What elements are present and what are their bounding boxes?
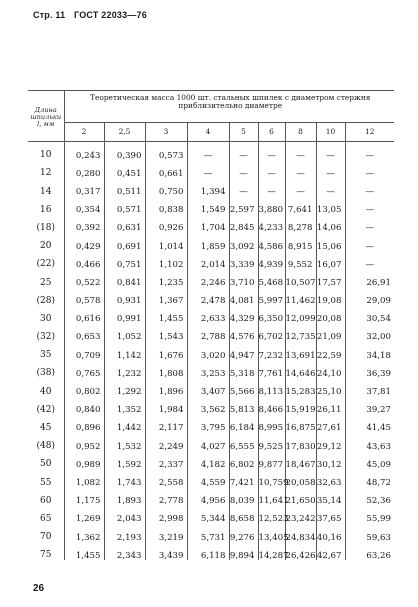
mass-cell: 6,702 bbox=[258, 324, 285, 342]
mass-cell: 19,08 bbox=[316, 288, 345, 306]
mass-cell: 0,709 bbox=[64, 342, 104, 360]
mass-cell: 0,616 bbox=[64, 306, 104, 324]
diameter-header-cell: 10 bbox=[316, 123, 345, 142]
diameter-header-cell: 4 bbox=[187, 123, 229, 142]
mass-cell: 7,641 bbox=[285, 197, 316, 215]
mass-cell: 4,233 bbox=[258, 215, 285, 233]
mass-cell: 9,525 bbox=[258, 433, 285, 451]
length-cell: (38) bbox=[36, 368, 55, 379]
mass-cell: 1,292 bbox=[104, 378, 145, 396]
mass-cell: 0,840 bbox=[64, 397, 104, 415]
mass-cell: 12,523 bbox=[258, 506, 285, 524]
mass-cell: 0,691 bbox=[104, 233, 145, 251]
mass-cell: 1,442 bbox=[104, 415, 145, 433]
mass-cell: 0,354 bbox=[64, 197, 104, 215]
mass-cell: 3,880 bbox=[258, 197, 285, 215]
mass-cell: 8,039 bbox=[229, 488, 258, 506]
mass-cell: 9,276 bbox=[229, 524, 258, 542]
mass-cell: 9,877 bbox=[258, 451, 285, 469]
mass-cell: 5,813 bbox=[229, 397, 258, 415]
diameter-header-cell: 8 bbox=[285, 123, 316, 142]
mass-cell: 4,559 bbox=[187, 469, 229, 487]
mass-cell: 29,09 bbox=[345, 288, 394, 306]
table-row bbox=[28, 451, 394, 469]
length-cell: 55 bbox=[40, 477, 52, 488]
mass-cell: 1,269 bbox=[64, 506, 104, 524]
mass-cell: 0,280 bbox=[64, 160, 104, 178]
mass-cell: 3,020 bbox=[187, 342, 229, 360]
table-row bbox=[28, 433, 394, 451]
mass-cell: 2,478 bbox=[187, 288, 229, 306]
diameter-header-cell: 2,5 bbox=[104, 123, 145, 142]
mass-cell: 11,462 bbox=[285, 288, 316, 306]
mass-cell: 10,507 bbox=[285, 269, 316, 287]
mass-cell: 1,859 bbox=[187, 233, 229, 251]
mass-cell: — bbox=[345, 215, 394, 233]
mass-cell: 8,278 bbox=[285, 215, 316, 233]
mass-cell: 0,429 bbox=[64, 233, 104, 251]
mass-cell: 9,552 bbox=[285, 251, 316, 269]
mass-cell: 0,522 bbox=[64, 269, 104, 287]
table-header bbox=[28, 91, 394, 142]
mass-cell: 1,394 bbox=[187, 178, 229, 196]
mass-cell: — bbox=[345, 178, 394, 196]
mass-cell: 8,466 bbox=[258, 397, 285, 415]
mass-cell: 4,027 bbox=[187, 433, 229, 451]
table-row bbox=[28, 542, 394, 560]
length-cell: 30 bbox=[40, 313, 52, 324]
mass-cell: 2,337 bbox=[145, 451, 187, 469]
mass-cell: 5,566 bbox=[229, 378, 258, 396]
mass-cell: 2,249 bbox=[145, 433, 187, 451]
mass-cell: 30,12 bbox=[316, 451, 345, 469]
mass-cell: 1,455 bbox=[145, 306, 187, 324]
mass-cell: 2,633 bbox=[187, 306, 229, 324]
mass-cell: 0,931 bbox=[104, 288, 145, 306]
mass-cell: 0,578 bbox=[64, 288, 104, 306]
mass-cell: 2,778 bbox=[145, 488, 187, 506]
mass-cell: 0,511 bbox=[104, 178, 145, 196]
length-column-header: Длина шпильки l, мм bbox=[28, 91, 64, 142]
length-cell: (18) bbox=[36, 222, 55, 233]
mass-table-container bbox=[28, 90, 394, 560]
mass-cell: 1,984 bbox=[145, 397, 187, 415]
mass-cell: 20,08 bbox=[316, 306, 345, 324]
mass-cell: 40,16 bbox=[316, 524, 345, 542]
mass-cell: 2,845 bbox=[229, 215, 258, 233]
table-row bbox=[28, 524, 394, 542]
mass-cell: — bbox=[187, 142, 229, 161]
mass-cell: 14,646 bbox=[285, 360, 316, 378]
mass-cell: 10,759 bbox=[258, 469, 285, 487]
mass-cell: — bbox=[316, 142, 345, 161]
length-cell: 20 bbox=[40, 241, 52, 252]
mass-cell: 29,12 bbox=[316, 433, 345, 451]
mass-cell: 1,235 bbox=[145, 269, 187, 287]
mass-cell: — bbox=[345, 251, 394, 269]
mass-cell: 3,339 bbox=[229, 251, 258, 269]
mass-cell: 4,182 bbox=[187, 451, 229, 469]
mass-cell: 0,661 bbox=[145, 160, 187, 178]
mass-cell: 39,27 bbox=[345, 397, 394, 415]
mass-cell: 20,058 bbox=[285, 469, 316, 487]
mass-cell: 2,014 bbox=[187, 251, 229, 269]
mass-cell: 2,246 bbox=[187, 269, 229, 287]
mass-cell: 4,329 bbox=[229, 306, 258, 324]
mass-cell: 8,995 bbox=[258, 415, 285, 433]
mass-cell: 34,18 bbox=[345, 342, 394, 360]
length-cell: 35 bbox=[40, 350, 52, 361]
mass-cell: 1,808 bbox=[145, 360, 187, 378]
length-cell: (48) bbox=[36, 441, 55, 452]
table-row bbox=[28, 397, 394, 415]
mass-cell: — bbox=[229, 142, 258, 161]
mass-cell: 26,426 bbox=[285, 542, 316, 560]
diameter-header-cell: 2 bbox=[64, 123, 104, 142]
diameter-header-row bbox=[28, 123, 394, 142]
table-row bbox=[28, 178, 394, 196]
length-cell: (22) bbox=[36, 259, 55, 270]
length-cell: (28) bbox=[36, 295, 55, 306]
mass-cell: 25,10 bbox=[316, 378, 345, 396]
mass-cell: 0,838 bbox=[145, 197, 187, 215]
mass-cell: 63,26 bbox=[345, 542, 394, 560]
mass-cell: 7,421 bbox=[229, 469, 258, 487]
table-row bbox=[28, 342, 394, 360]
mass-cell: 1,743 bbox=[104, 469, 145, 487]
mass-cell: 1,592 bbox=[104, 451, 145, 469]
mass-cell: — bbox=[316, 160, 345, 178]
mass-cell: 5,997 bbox=[258, 288, 285, 306]
length-cell: 75 bbox=[40, 550, 52, 561]
table-row bbox=[28, 324, 394, 342]
mass-cell: 22,59 bbox=[316, 342, 345, 360]
mass-cell: 11,641 bbox=[258, 488, 285, 506]
mass-cell: 0,841 bbox=[104, 269, 145, 287]
length-cell: 12 bbox=[40, 168, 52, 179]
mass-cell: 2,788 bbox=[187, 324, 229, 342]
mass-cell: — bbox=[285, 160, 316, 178]
mass-cell: 15,06 bbox=[316, 233, 345, 251]
mass-cell: 0,751 bbox=[104, 251, 145, 269]
mass-cell: 6,350 bbox=[258, 306, 285, 324]
length-cell: (32) bbox=[36, 332, 55, 343]
mass-cell: 7,232 bbox=[258, 342, 285, 360]
mass-cell: 3,092 bbox=[229, 233, 258, 251]
mass-cell: 9,894 bbox=[229, 542, 258, 560]
length-cell: 25 bbox=[40, 277, 52, 288]
table-row bbox=[28, 469, 394, 487]
mass-cell: 4,576 bbox=[229, 324, 258, 342]
page-label: Стр. 11 bbox=[33, 10, 66, 20]
mass-cell: — bbox=[229, 178, 258, 196]
table-row bbox=[28, 197, 394, 215]
mass-cell: 14,287 bbox=[258, 542, 285, 560]
mass-table bbox=[28, 90, 394, 560]
length-cell: 16 bbox=[40, 204, 52, 215]
mass-cell: 6,118 bbox=[187, 542, 229, 560]
mass-cell: 0,631 bbox=[104, 215, 145, 233]
mass-cell: 5,731 bbox=[187, 524, 229, 542]
mass-cell: 32,00 bbox=[345, 324, 394, 342]
mass-cell: 0,243 bbox=[64, 142, 104, 161]
mass-cell: 3,407 bbox=[187, 378, 229, 396]
mass-cell: 36,39 bbox=[345, 360, 394, 378]
table-body bbox=[28, 142, 394, 561]
table-row bbox=[28, 378, 394, 396]
mass-cell: 1,175 bbox=[64, 488, 104, 506]
mass-cell: — bbox=[345, 160, 394, 178]
mass-cell: 55,99 bbox=[345, 506, 394, 524]
mass-cell: 0,802 bbox=[64, 378, 104, 396]
table-row bbox=[28, 269, 394, 287]
mass-cell: 21,650 bbox=[285, 488, 316, 506]
mass-cell: 27,61 bbox=[316, 415, 345, 433]
mass-cell: 4,586 bbox=[258, 233, 285, 251]
mass-cell: 45,09 bbox=[345, 451, 394, 469]
mass-cell: 5,468 bbox=[258, 269, 285, 287]
diameter-header-cell: 12 bbox=[345, 123, 394, 142]
mass-cell: 18,467 bbox=[285, 451, 316, 469]
mass-cell: 48,72 bbox=[345, 469, 394, 487]
mass-cell: 4,956 bbox=[187, 488, 229, 506]
mass-group-title: Теоретическая масса 1000 шт. стальных шпилек с диаметром стержня приблизительно диаметре bbox=[64, 91, 394, 123]
diameter-header-cell: 3 bbox=[145, 123, 187, 142]
mass-cell: 0,317 bbox=[64, 178, 104, 196]
mass-cell: 17,830 bbox=[285, 433, 316, 451]
mass-cell: 1,352 bbox=[104, 397, 145, 415]
table-row bbox=[28, 488, 394, 506]
mass-cell: 1,232 bbox=[104, 360, 145, 378]
mass-cell: 2,558 bbox=[145, 469, 187, 487]
mass-cell: 2,998 bbox=[145, 506, 187, 524]
table-row bbox=[28, 506, 394, 524]
mass-cell: 35,14 bbox=[316, 488, 345, 506]
length-cell: (42) bbox=[36, 404, 55, 415]
length-cell: 40 bbox=[40, 386, 52, 397]
mass-cell: 1,549 bbox=[187, 197, 229, 215]
table-row bbox=[28, 142, 394, 161]
mass-cell: 4,939 bbox=[258, 251, 285, 269]
mass-cell: — bbox=[187, 160, 229, 178]
mass-cell: 0,451 bbox=[104, 160, 145, 178]
mass-cell: 37,81 bbox=[345, 378, 394, 396]
mass-cell: 1,676 bbox=[145, 342, 187, 360]
mass-cell: 3,253 bbox=[187, 360, 229, 378]
mass-cell: 0,765 bbox=[64, 360, 104, 378]
mass-cell: 32,63 bbox=[316, 469, 345, 487]
length-cell: 50 bbox=[40, 459, 52, 470]
mass-cell: 1,896 bbox=[145, 378, 187, 396]
diameter-header-cell: 5 bbox=[229, 123, 258, 142]
mass-cell: 21,09 bbox=[316, 324, 345, 342]
mass-cell: 0,392 bbox=[64, 215, 104, 233]
length-cell: 65 bbox=[40, 513, 52, 524]
mass-cell: 17,57 bbox=[316, 269, 345, 287]
mass-cell: 7,761 bbox=[258, 360, 285, 378]
mass-cell: 1,014 bbox=[145, 233, 187, 251]
mass-cell: 23,242 bbox=[285, 506, 316, 524]
mass-cell: 15,283 bbox=[285, 378, 316, 396]
mass-cell: 0,896 bbox=[64, 415, 104, 433]
mass-cell: 5,318 bbox=[229, 360, 258, 378]
mass-cell: 1,543 bbox=[145, 324, 187, 342]
mass-cell: 52,36 bbox=[345, 488, 394, 506]
mass-cell: 1,362 bbox=[64, 524, 104, 542]
mass-cell: 13,405 bbox=[258, 524, 285, 542]
mass-cell: 1,082 bbox=[64, 469, 104, 487]
table-row bbox=[28, 233, 394, 251]
mass-cell: 42,67 bbox=[316, 542, 345, 560]
mass-cell: 1,893 bbox=[104, 488, 145, 506]
mass-cell: — bbox=[345, 142, 394, 161]
mass-cell: 16,875 bbox=[285, 415, 316, 433]
mass-cell: 2,043 bbox=[104, 506, 145, 524]
mass-cell: 41,45 bbox=[345, 415, 394, 433]
length-cell: 70 bbox=[40, 532, 52, 543]
mass-cell: 0,571 bbox=[104, 197, 145, 215]
mass-cell: — bbox=[258, 142, 285, 161]
mass-cell: 1,102 bbox=[145, 251, 187, 269]
length-cell: 10 bbox=[40, 150, 52, 161]
mass-cell: 14,06 bbox=[316, 215, 345, 233]
mass-cell: 5,344 bbox=[187, 506, 229, 524]
table-row bbox=[28, 306, 394, 324]
mass-cell: 24,834 bbox=[285, 524, 316, 542]
mass-cell: 26,11 bbox=[316, 397, 345, 415]
table-row bbox=[28, 288, 394, 306]
mass-cell: 1,052 bbox=[104, 324, 145, 342]
mass-cell: — bbox=[345, 233, 394, 251]
standard-code: ГОСТ 22033—76 bbox=[74, 10, 147, 20]
mass-cell: — bbox=[285, 142, 316, 161]
mass-cell: 24,10 bbox=[316, 360, 345, 378]
mass-cell: 0,926 bbox=[145, 215, 187, 233]
mass-cell: 59,63 bbox=[345, 524, 394, 542]
mass-cell: — bbox=[285, 178, 316, 196]
table-row bbox=[28, 251, 394, 269]
mass-cell: — bbox=[258, 178, 285, 196]
mass-cell: 4,947 bbox=[229, 342, 258, 360]
mass-cell: 1,367 bbox=[145, 288, 187, 306]
mass-cell: 30,54 bbox=[345, 306, 394, 324]
mass-cell: 1,455 bbox=[64, 542, 104, 560]
mass-cell: 26,91 bbox=[345, 269, 394, 287]
mass-cell: 3,795 bbox=[187, 415, 229, 433]
mass-cell: 37,65 bbox=[316, 506, 345, 524]
mass-cell: 0,989 bbox=[64, 451, 104, 469]
mass-cell: 0,952 bbox=[64, 433, 104, 451]
mass-cell: 2,597 bbox=[229, 197, 258, 215]
mass-cell: 8,658 bbox=[229, 506, 258, 524]
mass-cell: 1,704 bbox=[187, 215, 229, 233]
mass-cell: 6,802 bbox=[229, 451, 258, 469]
mass-cell: 3,710 bbox=[229, 269, 258, 287]
mass-cell: — bbox=[258, 160, 285, 178]
mass-cell: — bbox=[316, 178, 345, 196]
mass-cell: 0,466 bbox=[64, 251, 104, 269]
mass-cell: 3,219 bbox=[145, 524, 187, 542]
mass-cell: 43,63 bbox=[345, 433, 394, 451]
mass-cell: — bbox=[229, 160, 258, 178]
mass-cell: 4,081 bbox=[229, 288, 258, 306]
mass-cell: 12,735 bbox=[285, 324, 316, 342]
table-row bbox=[28, 360, 394, 378]
mass-cell: 2,193 bbox=[104, 524, 145, 542]
length-cell: 14 bbox=[40, 186, 52, 197]
mass-cell: 6,184 bbox=[229, 415, 258, 433]
mass-cell: 2,343 bbox=[104, 542, 145, 560]
mass-cell: 1,532 bbox=[104, 433, 145, 451]
mass-cell: 3,439 bbox=[145, 542, 187, 560]
table-row bbox=[28, 415, 394, 433]
mass-cell: 0,991 bbox=[104, 306, 145, 324]
mass-cell: 13,691 bbox=[285, 342, 316, 360]
mass-cell: 13,05 bbox=[316, 197, 345, 215]
table-row bbox=[28, 215, 394, 233]
mass-cell: 12,099 bbox=[285, 306, 316, 324]
length-cell: 60 bbox=[40, 495, 52, 506]
mass-cell: 2,117 bbox=[145, 415, 187, 433]
table-row bbox=[28, 160, 394, 178]
diameter-header-cell: 6 bbox=[258, 123, 285, 142]
mass-cell: 0,750 bbox=[145, 178, 187, 196]
mass-cell: 0,390 bbox=[104, 142, 145, 161]
mass-cell: 8,915 bbox=[285, 233, 316, 251]
mass-cell: 15,919 bbox=[285, 397, 316, 415]
mass-cell: 16,07 bbox=[316, 251, 345, 269]
mass-cell: 3,562 bbox=[187, 397, 229, 415]
page-number: 26 bbox=[33, 583, 45, 594]
mass-cell: — bbox=[345, 197, 394, 215]
mass-cell: 8,113 bbox=[258, 378, 285, 396]
mass-cell: 0,653 bbox=[64, 324, 104, 342]
page-header bbox=[33, 10, 153, 20]
mass-cell: 1,142 bbox=[104, 342, 145, 360]
mass-cell: 6,555 bbox=[229, 433, 258, 451]
length-cell: 45 bbox=[40, 423, 52, 433]
mass-cell: 0,573 bbox=[145, 142, 187, 161]
